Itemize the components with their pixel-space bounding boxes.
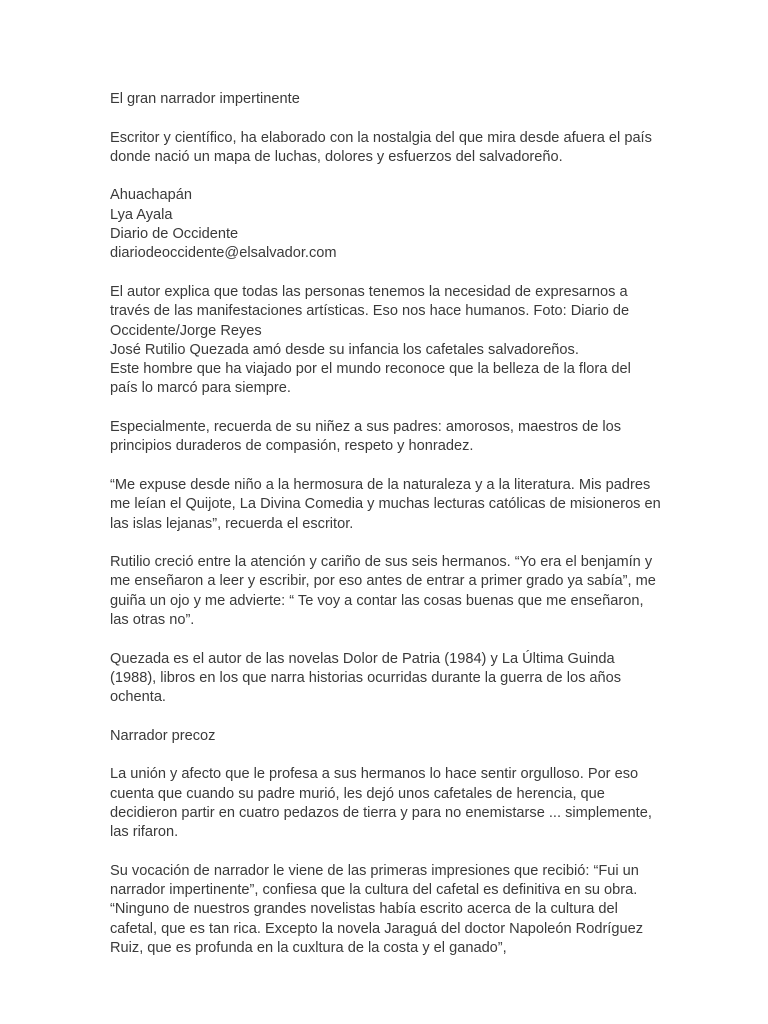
document-page (110, 90, 662, 958)
article-lead: Escritor y científico, ha elaborado con la nostalgia del que mira desde afuera el país donde nació un mapa de luchas, dolores y esfuerzos del salvadoreño. (110, 129, 652, 165)
article-title: El gran narrador impertinente (110, 91, 300, 107)
byline-email: diariodeoccidente@elsalvador.com (110, 245, 337, 262)
paragraph-5: Rutilio creció entre la atención y cariño de sus seis hermanos. “Yo era el benjamín y me enseñaron a leer y escribir, por eso antes de entrar a primer grado ya sabía”, me guiña un ojo y me advierte: “ Te voy a contar las cosas buenas que me enseñaron, las otras no”. (110, 554, 656, 629)
paragraph-4: “Me expuse desde niño a la hermosura de la naturaleza y a la literatura. Mis padres me leían el Quijote, La Divina Comedia y muchas lecturas católicas de misioneros en las islas lejanas”, recuerda el escritor. (110, 476, 661, 532)
section-subheading: Narrador precoz (110, 727, 216, 744)
paragraph-8: Su vocación de narrador le viene de las primeras impresiones que recibió: “Fui un narrador impertinente”, confiesa que la cultura del cafetal es definitiva en su obra. (110, 862, 639, 899)
paragraph-3: Especialmente, recuerda de su niñez a sus padres: amorosos, maestros de los principios duraderos de compasión, respeto y honradez. (110, 419, 622, 455)
photo-caption: El autor explica que todas las personas tenemos la necesidad de expresarnos a través de las manifestaciones artísticas. Eso nos hace humanos. Foto: Diario de Occidente/Jorge Reyes (110, 283, 630, 339)
paragraph-6: Quezada es el autor de las novelas Dolor de Patria (1984) y La Última Guinda (1988), libros en los que narra historias ocurridas durante la guerra de los años ochenta. (110, 650, 622, 706)
paragraph-2: Este hombre que ha viajado por el mundo reconoce que la belleza de la flora del país lo marcó para siempre. (110, 361, 631, 397)
paragraph-9: “Ninguno de nuestros grandes novelistas había escrito acerca de la cultura del cafetal, que es tan rica. Excepto la novela Jaraguá del doctor Napoleón Rodríguez Ruiz, que es profunda en la cuxltura de la costa y el ganado”, (110, 901, 644, 957)
byline-publication: Diario de Occidente (110, 226, 239, 243)
paragraph-7: La unión y afecto que le profesa a sus hermanos lo hace sentir orgulloso. Por eso cuenta que cuando su padre murió, les dejó unos cafetales de herencia, que decidieron partir en cuatro pedazos de tierra y para no enemistarse ... simplemente, las rifaron. (110, 766, 652, 841)
caption-block (110, 283, 662, 399)
paragraph-1: José Rutilio Quezada amó desde su infancia los cafetales salvadoreños. (110, 341, 579, 358)
paragraph-group-8-9 (110, 862, 662, 958)
byline (110, 186, 662, 263)
byline-author: Lya Ayala (110, 206, 173, 223)
byline-location: Ahuachapán (110, 187, 192, 204)
